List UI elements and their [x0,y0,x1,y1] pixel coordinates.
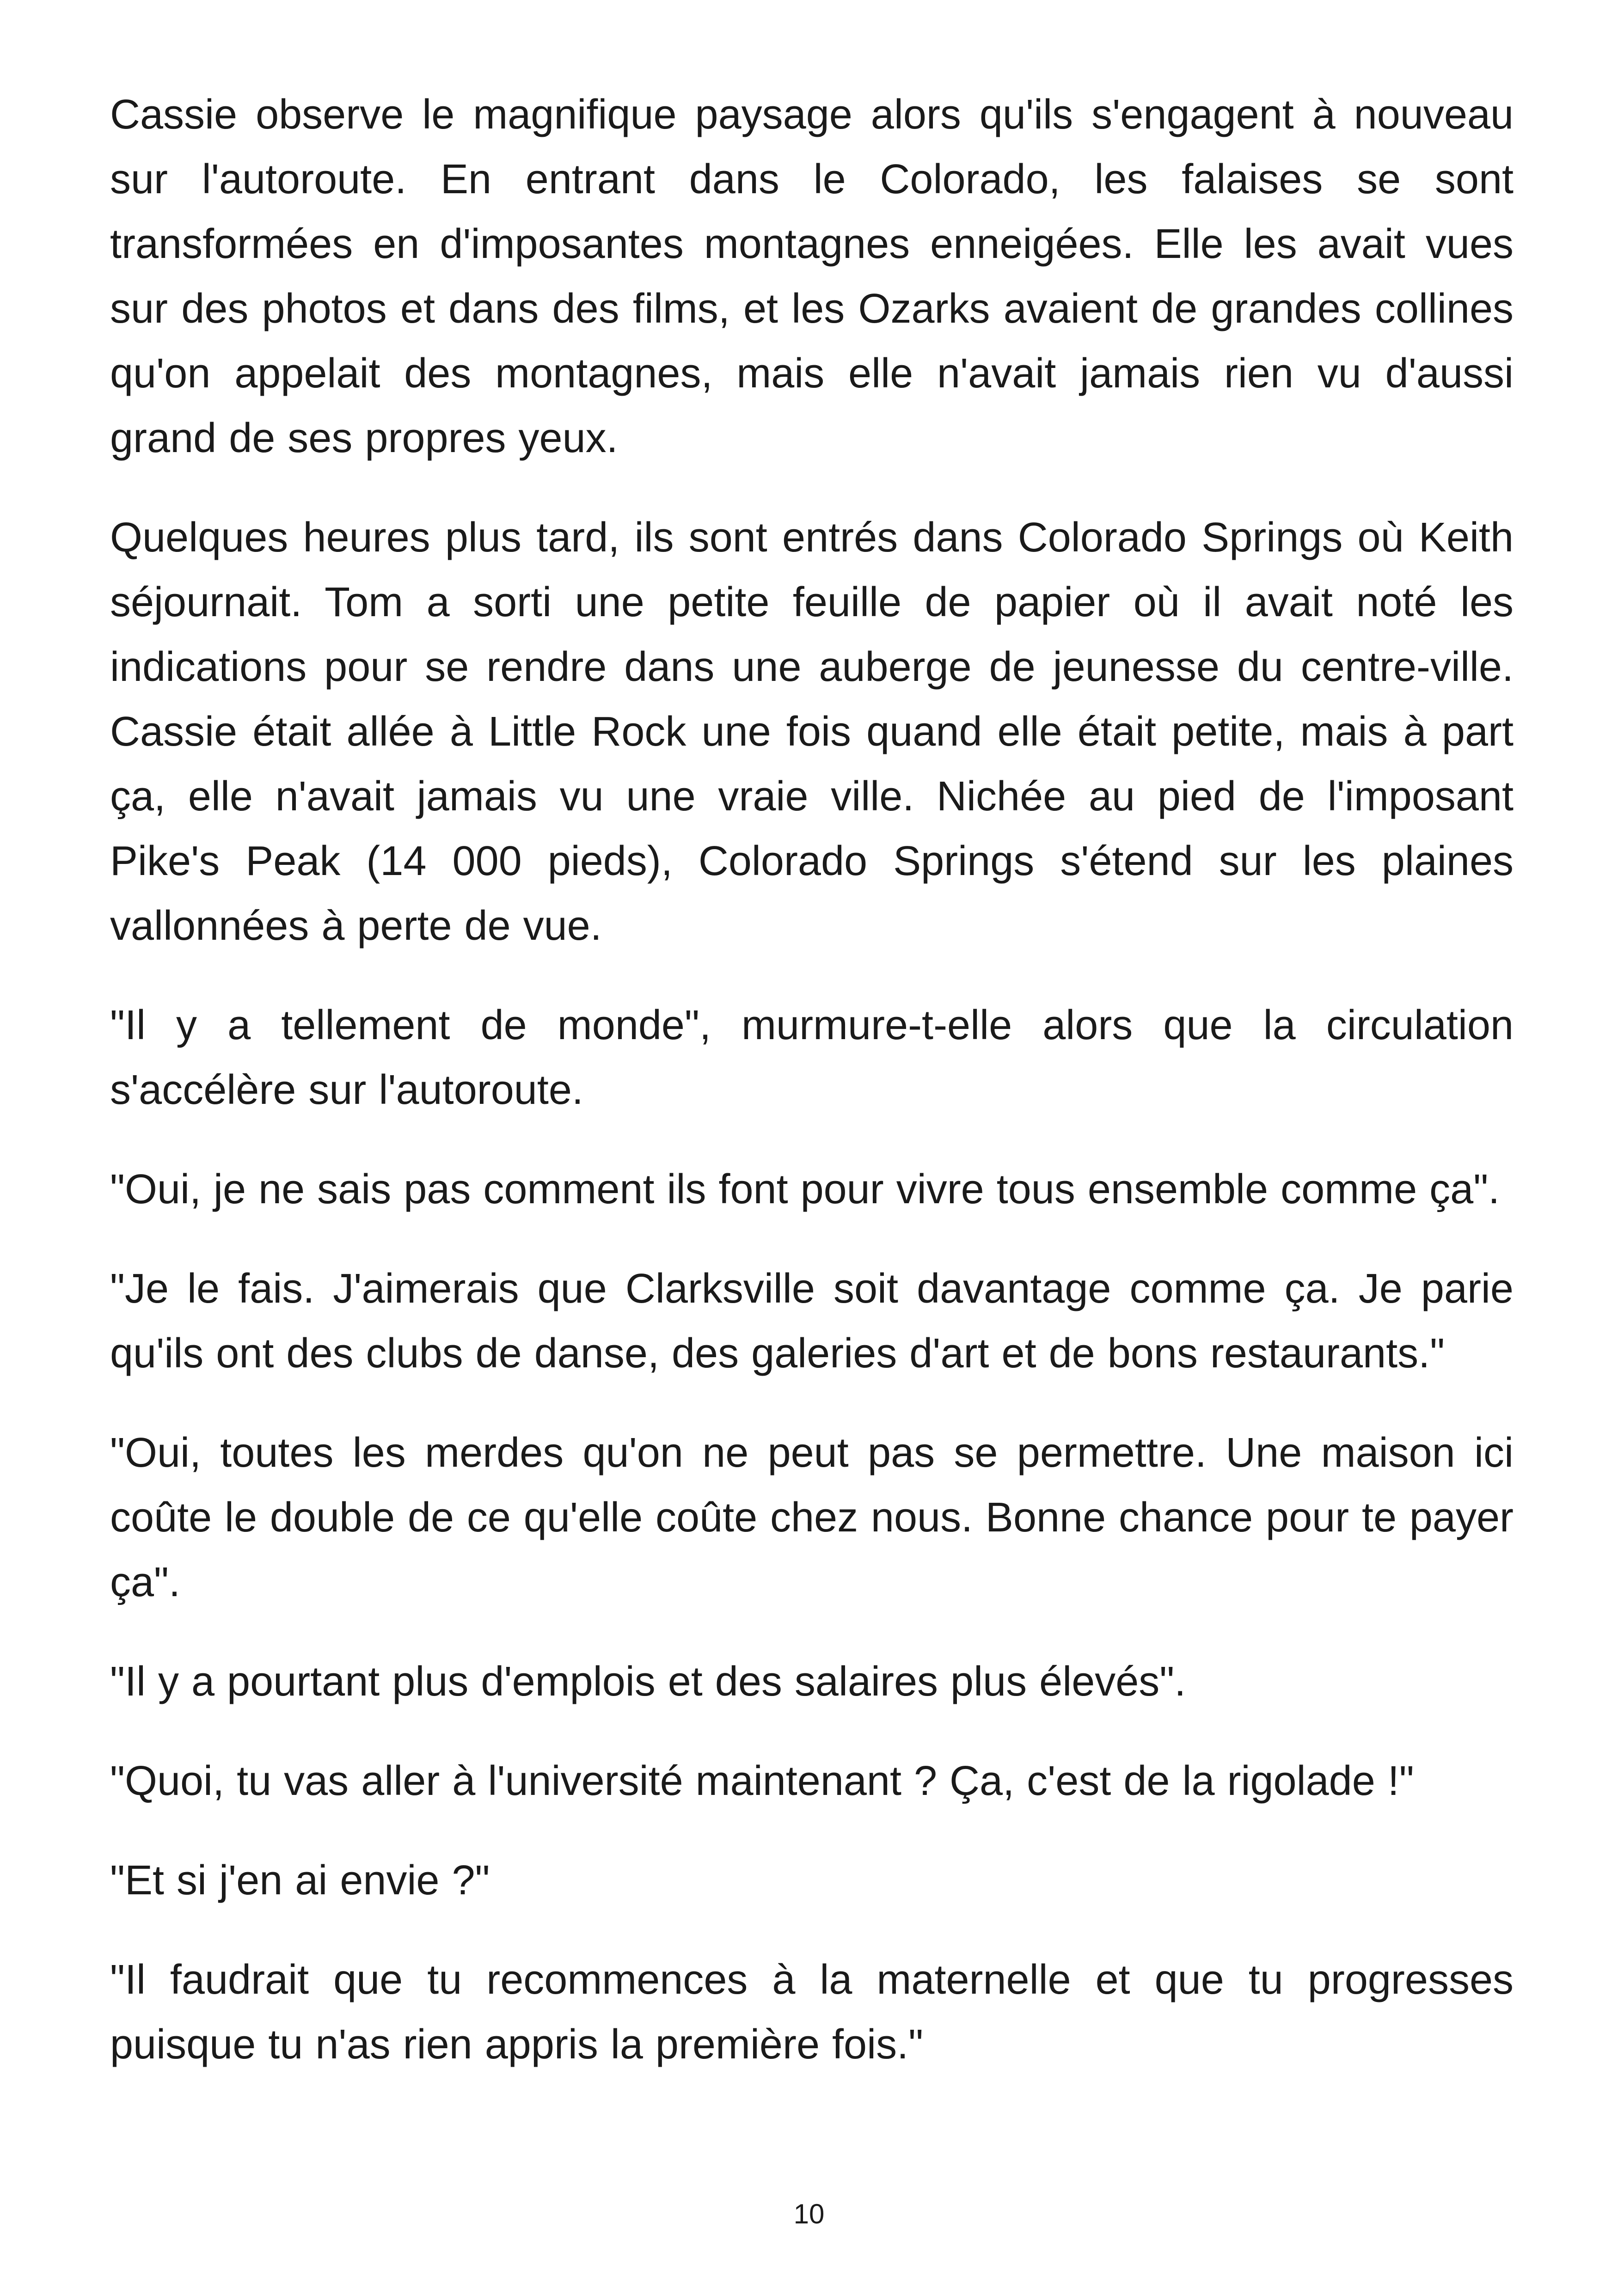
page-number: 10 [793,2198,825,2229]
paragraph: "Il y a tellement de monde", murmure-t-elle alors que la circulation s'accélère sur l'autoroute. [110,1002,1514,1113]
paragraph: "Je le fais. J'aimerais que Clarksville soit davantage comme ça. Je parie qu'ils ont des clubs de danse, des galeries d'art et de bons restaurants." [110,1266,1514,1377]
paragraph: "Oui, toutes les merdes qu'on ne peut pas se permettre. Une maison ici coûte le double de ce qu'elle coûte chez nous. Bonne chance pour te payer ça". [110,1430,1514,1605]
paragraph: "Et si j'en ai envie ?" [110,1857,490,1904]
paragraph: Quelques heures plus tard, ils sont entrés dans Colorado Springs où Keith séjournait. Tom a sorti une petite feuille de papier où il avait noté les indications pour se rendre dans une auberge de jeunesse du centre-ville. Cassie était allée à Little Rock une fois quand elle était petite, mais à part ça, elle n'avait jamais vu une vraie ville. Nichée au pied de l'imposant Pike's Peak (14 000 pieds), Colorado Springs s'étend sur les plaines vallonnées à perte de vue. [110,514,1514,949]
paragraph: "Il y a pourtant plus d'emplois et des salaires plus élevés". [110,1659,1186,1705]
paragraph: "Il faudrait que tu recommences à la maternelle et que tu progresses puisque tu n'as rien appris la première fois." [110,1957,1514,2068]
paragraph: Cassie observe le magnifique paysage alors qu'ils s'engagent à nouveau sur l'autoroute. En entrant dans le Colorado, les falaises se sont transformées en d'imposantes montagnes enneigées. Elle les avait vues sur des photos et dans des films, et les Ozarks avaient de grandes collines qu'on appelait des montagnes, mais elle n'avait jamais rien vu d'aussi grand de ses propres yeux. [110,92,1514,461]
body-text [110,82,1514,2112]
paragraph: "Quoi, tu vas aller à l'université maintenant ? Ça, c'est de la rigolade !" [110,1758,1414,1804]
paragraph: "Oui, je ne sais pas comment ils font pour vivre tous ensemble comme ça". [110,1166,1500,1212]
